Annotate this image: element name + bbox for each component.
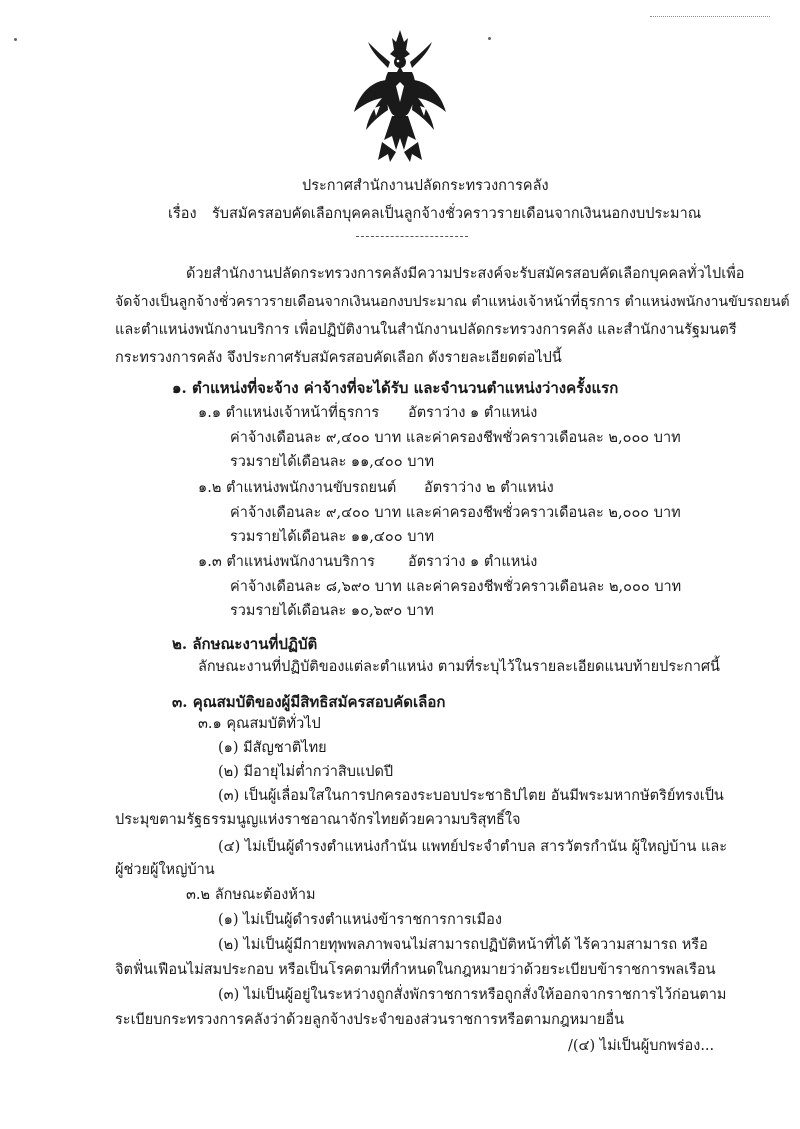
subject-text: รับสมัครสอบคัดเลือกบุคคลเป็นลูกจ้างชั่วคราวรายเดือนจากเงินนอกงบประมาณ xyxy=(212,206,702,222)
position-vacancy: อัตราว่าง ๑ ตำแหน่ง xyxy=(408,554,538,570)
section2-text: ลักษณะงานที่ปฏิบัติของแต่ละตำแหน่ง ตามที่ระบุไว้ในรายละเอียดแนบท้ายประกาศนี้ xyxy=(198,659,720,675)
intro-line: และตำแหน่งพนักงานบริการ เพื่อปฏิบัติงานในสำนักงานปลัดกระทรวงการคลัง และสำนักงานรัฐมนตรี xyxy=(115,322,737,338)
position-wage: ค่าจ้างเดือนละ ๘,๖๙๐ บาท และค่าครองชีพชั่วคราวเดือนละ ๒,๐๐๐ บาท xyxy=(230,579,682,595)
qualification-item: (๓) เป็นผู้เลื่อมใสในการปกครองระบอบประชาธิปไตย อันมีพระมหากษัตริย์ทรงเป็น xyxy=(218,788,724,804)
intro-line: จัดจ้างเป็นลูกจ้างชั่วคราวรายเดือนจากเงินนอกงบประมาณ ตำแหน่งเจ้าหน้าที่ธุรการ ตำแหน่งพนักงานขับรถยนต์ xyxy=(115,294,790,310)
qualification-item-continued: ผู้ช่วยผู้ใหญ่บ้าน xyxy=(115,862,215,878)
announcement-title: ประกาศสำนักงานปลัดกระทรวงการคลัง xyxy=(302,178,549,194)
prohibited-item-continued: ระเบียบกระทรวงการคลังว่าด้วยลูกจ้างประจำของส่วนราชการหรือตามกฎหมายอื่น xyxy=(115,1012,625,1028)
scan-noise xyxy=(650,16,770,18)
position-name: ๑.๑ ตำแหน่งเจ้าหน้าที่ธุรการ xyxy=(198,405,380,421)
position-total: รวมรายได้เดือนละ ๑๐,๖๙๐ บาท xyxy=(230,603,434,619)
qualification-item: (๒) มีอายุไม่ต่ำกว่าสิบแปดปี xyxy=(218,764,394,780)
garuda-emblem-icon xyxy=(352,28,448,164)
position-wage: ค่าจ้างเดือนละ ๙,๔๐๐ บาท และค่าครองชีพชั่วคราวเดือนละ ๒,๐๐๐ บาท xyxy=(230,430,681,446)
section2-heading: ๒. ลักษณะงานที่ปฏิบัติ xyxy=(172,635,318,653)
position-vacancy: อัตราว่าง ๑ ตำแหน่ง xyxy=(408,405,538,421)
qualification-item: (๑) มีสัญชาติไทย xyxy=(218,740,327,756)
position-name: ๑.๓ ตำแหน่งพนักงานบริการ xyxy=(198,554,375,570)
position-total: รวมรายได้เดือนละ ๑๑,๔๐๐ บาท xyxy=(230,529,435,545)
prohibited-item: (๓) ไม่เป็นผู้อยู่ในระหว่างถูกสั่งพักราชการหรือถูกสั่งให้ออกจากราชการไว้ก่อนตาม xyxy=(218,987,727,1003)
intro-line: ด้วยสำนักงานปลัดกระทรวงการคลังมีความประสงค์จะรับสมัครสอบคัดเลือกบุคคลทั่วไปเพื่อ xyxy=(186,266,745,282)
qualification-item-continued: ประมุขตามรัฐธรรมนูญแห่งราชอาณาจักรไทยด้วยความบริสุทธิ์ใจ xyxy=(115,812,521,828)
position-total: รวมรายได้เดือนละ ๑๑,๔๐๐ บาท xyxy=(230,454,435,470)
prohibited-item: (๑) ไม่เป็นผู้ดำรงตำแหน่งข้าราชการการเมือง xyxy=(218,912,502,928)
page-continuation: /(๔) ไม่เป็นผู้บกพร่อง... xyxy=(568,1038,715,1054)
section1-heading: ๑. ตำแหน่งที่จะจ้าง ค่าจ้างที่จะได้รับ และจำนวนตำแหน่งว่างครั้งแรก xyxy=(172,379,619,397)
general-qualifications-heading: ๓.๑ คุณสมบัติทั่วไป xyxy=(198,716,321,732)
position-name: ๑.๒ ตำแหน่งพนักงานขับรถยนต์ xyxy=(198,480,397,496)
prohibited-item: (๒) ไม่เป็นผู้มีกายทุพพลภาพจนไม่สามารถปฏิบัติหน้าที่ได้ ไร้ความสามารถ หรือ xyxy=(218,937,708,953)
scan-dot xyxy=(488,37,491,40)
scan-dot xyxy=(14,38,17,41)
position-vacancy: อัตราว่าง ๒ ตำแหน่ง xyxy=(424,480,554,496)
position-wage: ค่าจ้างเดือนละ ๙,๔๐๐ บาท และค่าครองชีพชั่วคราวเดือนละ ๒,๐๐๐ บาท xyxy=(230,505,681,521)
intro-line: กระทรวงการคลัง จึงประกาศรับสมัครสอบคัดเลือก ดังรายละเอียดต่อไปนี้ xyxy=(115,350,562,366)
qualification-item: (๔) ไม่เป็นผู้ดำรงตำแหน่งกำนัน แพทย์ประจำตำบล สารวัตรกำนัน ผู้ใหญ่บ้าน และ xyxy=(218,839,728,855)
title-divider xyxy=(356,236,468,237)
section3-heading: ๓. คุณสมบัติของผู้มีสิทธิสมัครสอบคัดเลือก xyxy=(172,693,446,711)
subject-label: เรื่อง xyxy=(168,206,197,222)
prohibited-item-continued: จิตฟั่นเฟือนไม่สมประกอบ หรือเป็นโรคตามที่กำหนดในกฎหมายว่าด้วยระเบียบข้าราชการพลเรือน xyxy=(115,962,716,978)
prohibited-heading: ๓.๒ ลักษณะต้องห้าม xyxy=(186,887,316,903)
